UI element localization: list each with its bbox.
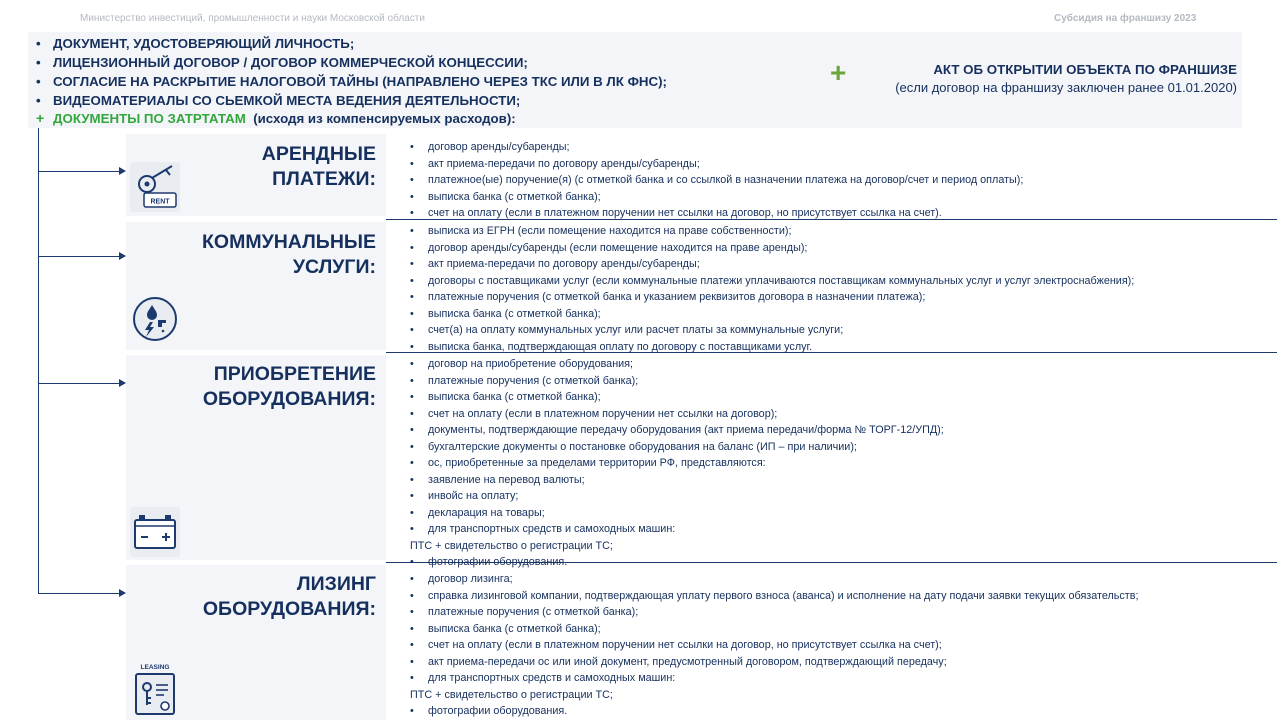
utilities-document-list — [410, 223, 1134, 355]
list-item: • выписка банка (с отметкой банка); — [410, 389, 944, 406]
list-item: • счет(а) на оплату коммунальных услуг или расчет платы за коммунальные услуги; — [410, 322, 1134, 339]
list-item: • счет на оплату (если в платежном поручении нет ссылки на договор, но присутствует ссылка на счет); — [410, 637, 1139, 654]
utilities-icon — [130, 294, 180, 344]
plus-icon: + — [830, 57, 847, 88]
list-item: • выписка банка (с отметкой банка); — [410, 621, 1139, 638]
rent-document-list — [410, 139, 1023, 222]
category-title: ЛИЗИНГ ОБОРУДОВАНИЯ: — [202, 573, 376, 620]
list-item: • выписка банка (с отметкой банка); — [410, 306, 1134, 323]
act-title: АКТ ОБ ОТКРЫТИИ ОБЪЕКТА ПО ФРАНШИЗЕ — [933, 62, 1237, 77]
list-item: • договор лизинга; — [410, 571, 1139, 588]
subsidy-header: Субсидия на франшизу 2023 — [1054, 13, 1197, 24]
list-item: • выписка банка (с отметкой банка); — [410, 189, 1023, 206]
rent-key-icon — [130, 162, 180, 212]
tree-branch — [38, 593, 120, 594]
list-item: • заявление на перевод валюты; — [410, 472, 944, 489]
list-item: • договор на приобретение оборудования; — [410, 356, 944, 373]
expenses-documents-line: + ДОКУМЕНТЫ ПО ЗАТРТАТАМ (исходя из компенсируемых расходов): — [36, 108, 816, 129]
tree-branch — [38, 383, 120, 384]
arrow-right-icon — [119, 167, 126, 175]
list-item: • счет на оплату (если в платежном поручении нет ссылки на договор, но присутствует ссылка на счет). — [410, 205, 1023, 222]
list-item: • платежное(ые) поручение(я) (с отметкой банка и со ссылкой в назначении платежа на договор/счет и период оплаты); — [410, 172, 1023, 189]
equipment-purchase-document-list — [410, 356, 944, 571]
list-item: ПТС + свидетельство о регистрации ТС; — [410, 539, 613, 552]
requirement-item: • СОГЛАСИЕ НА РАСКРЫТИЕ НАЛОГОВОЙ ТАЙНЫ (НАПРАВЛЕНО ЧЕРЕЗ ТКС ИЛИ В ЛК ФНС); — [36, 74, 667, 89]
category-title: АРЕНДНЫЕ ПЛАТЕЖИ: — [261, 143, 376, 190]
tree-connector — [38, 128, 39, 594]
list-item: • для транспортных средств и самоходных машин: — [410, 670, 1139, 687]
list-item: • акт приема-передачи по договору аренды/субаренды; — [410, 256, 1134, 273]
list-item: • ос, приобретенные за пределами территории РФ, представляются: — [410, 455, 944, 472]
list-item: • счет на оплату (если в платежном поручении нет ссылки на договор); — [410, 406, 944, 423]
requirement-item: • ВИДЕОМАТЕРИАЛЫ СО СЬЕМКОЙ МЕСТА ВЕДЕНИЯ ДЕЯТЕЛЬНОСТИ; — [36, 93, 521, 108]
requirement-item: • ЛИЦЕНЗИОННЫЙ ДОГОВОР / ДОГОВОР КОММЕРЧЕСКОЙ КОНЦЕССИИ; — [36, 55, 528, 70]
list-item: • фотографии оборудования. — [410, 703, 1139, 720]
category-equipment-purchase — [126, 355, 386, 560]
list-item: • платежные поручения (с отметкой банка и указанием реквизитов договора в назначении платежа); — [410, 289, 1134, 306]
list-item: • акт приема-передачи по договору аренды/субаренды; — [410, 156, 1023, 173]
list-item: • платежные поручения (с отметкой банка); — [410, 604, 1139, 621]
arrow-right-icon — [119, 252, 126, 260]
equipment-leasing-document-list — [410, 571, 1139, 720]
list-item: • документы, подтверждающие передачу оборудования (акт приема передачи/форма № ТОРГ-12/УПД); — [410, 422, 944, 439]
plus-icon: + — [36, 110, 45, 126]
list-item: • инвойс на оплату; — [410, 488, 944, 505]
list-item: • выписка из ЕГРН (если помещение находится на праве собственности); — [410, 223, 1134, 240]
battery-equipment-icon — [130, 507, 180, 557]
list-item: • договоры с поставщиками услуг (если коммунальные платежи уплачиваются поставщикам коммунальных услуг и услуг электроснабжения); — [410, 273, 1134, 290]
list-item: • справка лизинговой компании, подтверждающая уплату первого взноса (аванса) и исполнение на дату подачи заявки текущих обязательств; — [410, 588, 1139, 605]
tree-branch — [38, 256, 120, 257]
category-rent — [126, 134, 386, 216]
list-item: • договор аренды/субаренды; — [410, 139, 1023, 156]
list-item: • для транспортных средств и самоходных машин: — [410, 521, 944, 538]
rent-icon-label: RENT — [150, 198, 170, 206]
category-utilities — [126, 222, 386, 350]
arrow-right-icon — [119, 589, 126, 597]
ministry-header: Министерство инвестиций, промышленности и науки Московской области — [80, 13, 425, 24]
category-equipment-leasing — [126, 565, 386, 720]
category-title: КОММУНАЛЬНЫЕ УСЛУГИ: — [202, 231, 376, 278]
list-item: • выписка банка, подтверждающая оплату по договору с поставщиками услуг. — [410, 339, 1134, 356]
leasing-icon-label: LEASING — [140, 664, 170, 671]
tree-branch — [38, 171, 120, 172]
category-title: ПРИОБРЕТЕНИЕ ОБОРУДОВАНИЯ: — [202, 363, 376, 410]
list-item: • декларация на товары; — [410, 505, 944, 522]
list-item: • бухгалтерские документы о постановке оборудования на баланс (ИП – при наличии); — [410, 439, 944, 456]
requirement-item: • ДОКУМЕНТ, УДОСТОВЕРЯЮЩИЙ ЛИЧНОСТЬ; — [36, 36, 355, 51]
list-item: • фотографии оборудования. — [410, 554, 944, 571]
list-item: ПТС + свидетельство о регистрации ТС; — [410, 688, 613, 701]
list-item: • платежные поручения (с отметкой банка); — [410, 373, 944, 390]
list-item: • акт приема-передачи ос или иной документ, предусмотренный договором, подтверждающий передачу; — [410, 654, 1139, 671]
arrow-right-icon — [119, 379, 126, 387]
list-item: • договор аренды/субаренды (если помещение находится на праве аренды); — [410, 240, 1134, 257]
leasing-document-icon — [130, 661, 180, 717]
act-subtitle: (если договор на франшизу заключен ранее 01.01.2020) — [895, 80, 1237, 95]
